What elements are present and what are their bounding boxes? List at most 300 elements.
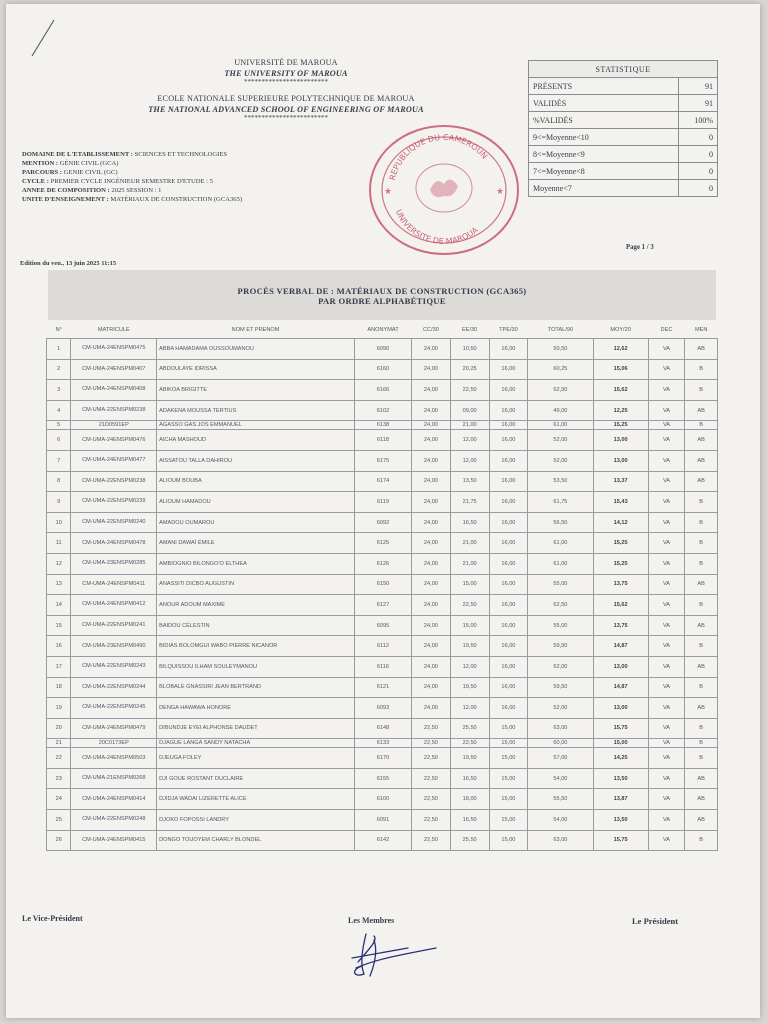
col-header-cc: CC/30 (422, 327, 439, 333)
cell-moy: 15,25 (593, 533, 648, 554)
cell-moy: 14,87 (593, 677, 648, 698)
cell-cc: 22,50 (412, 748, 451, 769)
col-header-no: N° (55, 327, 62, 333)
cell-name: DJAGUE LANGA SANDY NATACHA (157, 739, 355, 748)
cell-moy: 13,00 (593, 450, 648, 471)
cell-matricule: CM-UMA-22ENSPM0245 (71, 698, 157, 719)
cell-moy: 15,25 (593, 421, 648, 430)
cell-ee: 12,00 (450, 450, 489, 471)
table-header-row (47, 322, 718, 339)
cell-total: 52,00 (528, 430, 593, 451)
cell-cc: 24,00 (412, 492, 451, 513)
cell-moy: 13,00 (593, 698, 648, 719)
edition-date: Edition du ven., 13 juin 2025 11:15 (20, 260, 117, 267)
cell-matricule: CM-UMA-24ENSPM0478 (71, 533, 157, 554)
cell-dec: VA (648, 574, 685, 595)
cell-cc: 22,50 (412, 789, 451, 810)
cell-moy: 13,75 (593, 615, 648, 636)
col-header-dec: DEC (660, 327, 673, 333)
cell-moy: 15,25 (593, 553, 648, 574)
cell-tpe: 15,00 (489, 718, 528, 739)
official-stamp (364, 120, 524, 260)
statistics-title: STATISTIQUE (529, 61, 718, 78)
cell-total: 54,00 (528, 768, 593, 789)
cell-anonymat: 6174 (354, 471, 411, 492)
cell-dec: VA (648, 636, 685, 657)
cell-tpe: 15,00 (489, 748, 528, 769)
cell-matricule: CM-UMA-22ENSPM0248 (71, 810, 157, 831)
cell-no: 15 (47, 615, 71, 636)
document-sheet (6, 4, 760, 1018)
cell-no: 7 (47, 450, 71, 471)
cell-no: 13 (47, 574, 71, 595)
cell-ee: 16,50 (450, 512, 489, 533)
cell-men: AB (685, 450, 718, 471)
university-name-fr: UNIVERSITÉ DE MAROUA (234, 58, 338, 67)
table-row (47, 789, 718, 810)
table-row (47, 615, 718, 636)
cell-no: 3 (47, 380, 71, 401)
grades-table (46, 322, 718, 851)
cell-men: AB (685, 656, 718, 677)
cell-tpe: 16,00 (489, 339, 528, 360)
cell-anonymat: 6119 (354, 492, 411, 513)
stat-row: VALIDÉS 91 (529, 95, 718, 112)
cell-dec: VA (648, 359, 685, 380)
cell-anonymat: 6148 (354, 718, 411, 739)
cell-men: B (685, 492, 718, 513)
cell-no: 25 (47, 810, 71, 831)
cell-men: B (685, 512, 718, 533)
cell-dec: VA (648, 595, 685, 616)
course-info (22, 150, 382, 204)
president-label: Le Président (632, 916, 679, 926)
col-header-anonymat: ANONYMAT (367, 327, 399, 333)
cell-tpe: 16,00 (489, 430, 528, 451)
cell-anonymat: 6166 (354, 380, 411, 401)
cell-matricule: CM-UMA-24ENSPM0407 (71, 359, 157, 380)
cell-anonymat: 6118 (354, 430, 411, 451)
cell-men: B (685, 739, 718, 748)
cell-men: AB (685, 339, 718, 360)
cell-total: 52,00 (528, 656, 593, 677)
cell-matricule: CM-UMA-24ENSPM0415 (71, 830, 157, 851)
report-title: PROCÈS VERBAL DE : MATÉRIAUX DE CONSTRUCTION (GCA365) (237, 286, 527, 296)
cell-tpe: 16,00 (489, 380, 528, 401)
cell-matricule: CM-UMA-24ENSPM0479 (71, 718, 157, 739)
cell-no: 12 (47, 553, 71, 574)
cell-moy: 15,62 (593, 380, 648, 401)
cell-total: 50,50 (528, 339, 593, 360)
cell-no: 24 (47, 789, 71, 810)
table-row (47, 595, 718, 616)
cell-total: 63,00 (528, 830, 593, 851)
cell-cc: 24,00 (412, 339, 451, 360)
cell-moy: 13,00 (593, 430, 648, 451)
cell-cc: 24,00 (412, 574, 451, 595)
cell-total: 56,50 (528, 512, 593, 533)
cell-tpe: 16,00 (489, 471, 528, 492)
cell-anonymat: 6142 (354, 830, 411, 851)
cell-anonymat: 6126 (354, 553, 411, 574)
cell-cc: 24,00 (412, 553, 451, 574)
grades-body (47, 339, 718, 851)
cell-moy: 14,12 (593, 512, 648, 533)
cell-cc: 24,00 (412, 512, 451, 533)
table-row (47, 748, 718, 769)
cell-dec: VA (648, 718, 685, 739)
cell-ee: 21,00 (450, 533, 489, 554)
cell-ee: 16,50 (450, 768, 489, 789)
handwritten-signature (344, 930, 444, 982)
table-row (47, 400, 718, 421)
cell-men: AB (685, 789, 718, 810)
cell-cc: 24,00 (412, 533, 451, 554)
cell-anonymat: 6127 (354, 595, 411, 616)
cell-no: 22 (47, 748, 71, 769)
cell-total: 52,00 (528, 698, 593, 719)
cell-cc: 22,50 (412, 830, 451, 851)
table-row (47, 512, 718, 533)
table-row (47, 810, 718, 831)
cell-total: 49,00 (528, 400, 593, 421)
stat-row: %VALIDÉS 100% (529, 112, 718, 129)
info-line: MENTION : GÉNIE CIVIL (GCA) (22, 160, 119, 167)
cell-dec: VA (648, 533, 685, 554)
cell-matricule: CM-UMA-24ENSPM0414 (71, 789, 157, 810)
cell-name: BIDIAS BOLOMGUI WABO PIERRE NICANOR (157, 636, 355, 657)
cell-ee: 22,50 (450, 739, 489, 748)
table-row (47, 359, 718, 380)
cell-tpe: 15,00 (489, 789, 528, 810)
cell-moy: 13,37 (593, 471, 648, 492)
cell-dec: VA (648, 553, 685, 574)
table-row (47, 450, 718, 471)
cell-name: ANOUR ADOUM MAXIME (157, 595, 355, 616)
col-header-moy: MOY/20 (610, 327, 631, 333)
cell-no: 17 (47, 656, 71, 677)
cell-moy: 13,87 (593, 789, 648, 810)
cell-anonymat: 6155 (354, 768, 411, 789)
cell-moy: 15,06 (593, 359, 648, 380)
cell-cc: 24,00 (412, 698, 451, 719)
cell-dec: VA (648, 748, 685, 769)
stat-row: 7<=Moyenne<8 0 (529, 163, 718, 180)
cell-no: 11 (47, 533, 71, 554)
cell-men: AB (685, 810, 718, 831)
members-label: Les Membres (348, 916, 395, 925)
cell-total: 55,00 (528, 615, 593, 636)
cell-men: B (685, 718, 718, 739)
table-row (47, 533, 718, 554)
cell-name: ABIKOA BRIGITTE (157, 380, 355, 401)
cell-anonymat: 6133 (354, 739, 411, 748)
stat-row: 9<=Moyenne<10 0 (529, 129, 718, 146)
cell-matricule: 21D0591EP (71, 421, 157, 430)
statistics-table (528, 60, 718, 197)
cell-moy: 15,75 (593, 718, 648, 739)
cell-cc: 24,00 (412, 359, 451, 380)
cell-name: DJOKO FOPOSSI LANDRY (157, 810, 355, 831)
cell-moy: 13,00 (593, 656, 648, 677)
svg-text:★: ★ (496, 186, 505, 196)
cell-moy: 14,25 (593, 748, 648, 769)
cell-anonymat: 6090 (354, 339, 411, 360)
info-line: CYCLE : PREMIER CYCLE INGÉNIEUR SEMESTRE D'ETUDE : 5 (22, 178, 213, 185)
cell-ee: 22,50 (450, 595, 489, 616)
cell-no: 20 (47, 718, 71, 739)
stat-row: 8<=Moyenne<9 0 (529, 146, 718, 163)
cell-anonymat: 6092 (354, 512, 411, 533)
cell-name: ABBA HAMADAMA OUSSOUMANOU (157, 339, 355, 360)
cell-ee: 12,00 (450, 698, 489, 719)
table-row (47, 739, 718, 748)
table-row (47, 656, 718, 677)
cell-no: 10 (47, 512, 71, 533)
svg-text:UNIVERSITE DE MAROUA: UNIVERSITE DE MAROUA (393, 208, 480, 247)
col-header-name: NOM ET PRENOM (231, 327, 280, 333)
cell-tpe: 16,00 (489, 615, 528, 636)
cell-dec: VA (648, 492, 685, 513)
cell-no: 4 (47, 400, 71, 421)
cell-tpe: 16,00 (489, 400, 528, 421)
cell-men: B (685, 553, 718, 574)
table-row (47, 768, 718, 789)
cell-cc: 22,50 (412, 718, 451, 739)
cell-name: BLOBALE GNASSIRI JEAN BERTRAND (157, 677, 355, 698)
cell-anonymat: 6112 (354, 636, 411, 657)
school-name-fr: ECOLE NATIONALE SUPERIEURE POLYTECHNIQUE DE MAROUA (157, 94, 415, 103)
col-header-tpe: TPE/30 (499, 327, 518, 333)
col-header-matricule: MATRICULE (97, 327, 130, 333)
cell-anonymat: 6175 (354, 450, 411, 471)
cell-no: 2 (47, 359, 71, 380)
col-header-men: MEN (694, 327, 708, 333)
cell-tpe: 15,00 (489, 830, 528, 851)
cell-men: B (685, 359, 718, 380)
cell-anonymat: 6125 (354, 533, 411, 554)
cell-moy: 14,87 (593, 636, 648, 657)
cell-anonymat: 6102 (354, 400, 411, 421)
school-name-en: THE NATIONAL ADVANCED SCHOOL OF ENGINEERING OF MAROUA (148, 104, 424, 114)
cell-tpe: 16,00 (489, 450, 528, 471)
cell-ee: 12,00 (450, 430, 489, 451)
cell-tpe: 16,00 (489, 533, 528, 554)
cell-cc: 24,00 (412, 380, 451, 401)
cell-total: 53,50 (528, 471, 593, 492)
cell-cc: 24,00 (412, 471, 451, 492)
cell-men: B (685, 595, 718, 616)
cell-tpe: 16,00 (489, 359, 528, 380)
cell-matricule: CM-UMA-24ENSPM0411 (71, 574, 157, 595)
cell-name: DJIDJA WADAI LIZERETTE ALICE (157, 789, 355, 810)
cell-name: AMADOU OUMAROU (157, 512, 355, 533)
cell-no: 8 (47, 471, 71, 492)
table-row (47, 830, 718, 851)
cell-moy: 15,43 (593, 492, 648, 513)
cell-cc: 24,00 (412, 421, 451, 430)
cell-dec: VA (648, 768, 685, 789)
cell-total: 61,00 (528, 553, 593, 574)
cell-name: AICHA MASHOUD (157, 430, 355, 451)
cell-matricule: CM-UMA-23ENSPM0490 (71, 636, 157, 657)
cell-no: 16 (47, 636, 71, 657)
cell-men: B (685, 636, 718, 657)
cell-tpe: 16,00 (489, 492, 528, 513)
cell-men: B (685, 421, 718, 430)
cell-name: DIBUNDJE EYEI ALPHONSE DAUDET (157, 718, 355, 739)
cell-total: 59,50 (528, 636, 593, 657)
cell-anonymat: 6116 (354, 656, 411, 677)
cell-tpe: 15,00 (489, 739, 528, 748)
cell-men: AB (685, 698, 718, 719)
cell-ee: 22,50 (450, 380, 489, 401)
col-header-total: TOTAL/90 (547, 327, 574, 333)
cell-dec: VA (648, 380, 685, 401)
cell-name: ALIOUM HAMADOU (157, 492, 355, 513)
cell-tpe: 16,00 (489, 574, 528, 595)
university-name-en: THE UNIVERSITY OF MAROUA (224, 68, 348, 78)
cell-matricule: CM-UMA-24ENSPM0503 (71, 748, 157, 769)
cell-total: 59,50 (528, 677, 593, 698)
cell-cc: 24,00 (412, 430, 451, 451)
svg-text:REPUBLIQUE DU CAMEROUN: REPUBLIQUE DU CAMEROUN (388, 132, 490, 182)
cell-ee: 16,50 (450, 810, 489, 831)
cell-men: AB (685, 574, 718, 595)
cell-name: DONGO TOUOYEM CHARLY BLONDEL (157, 830, 355, 851)
cell-dec: VA (648, 615, 685, 636)
cell-moy: 15,00 (593, 739, 648, 748)
cell-anonymat: 6150 (354, 574, 411, 595)
cell-dec: VA (648, 656, 685, 677)
cell-ee: 25,50 (450, 718, 489, 739)
cell-moy: 13,50 (593, 810, 648, 831)
cell-ee: 18,00 (450, 789, 489, 810)
cell-name: ABDOULAYE IDRISSA (157, 359, 355, 380)
cell-total: 61,75 (528, 492, 593, 513)
cell-moy: 15,62 (593, 595, 648, 616)
cell-tpe: 16,00 (489, 677, 528, 698)
header-separator: ************************ (244, 78, 328, 86)
svg-text:★: ★ (384, 186, 393, 196)
cell-dec: VA (648, 512, 685, 533)
cell-cc: 22,50 (412, 768, 451, 789)
cell-no: 6 (47, 430, 71, 451)
table-row (47, 553, 718, 574)
cell-dec: VA (648, 698, 685, 719)
cell-anonymat: 6121 (354, 677, 411, 698)
stat-row: PRÉSENTS 91 (529, 78, 718, 95)
cell-men: AB (685, 768, 718, 789)
cell-cc: 24,00 (412, 450, 451, 471)
cell-ee: 12,00 (450, 656, 489, 677)
info-line: ANNEE DE COMPOSITION : 2025 SESSION : 1 (22, 187, 162, 194)
cell-men: AB (685, 471, 718, 492)
cell-dec: VA (648, 450, 685, 471)
table-row (47, 718, 718, 739)
cell-ee: 21,00 (450, 553, 489, 574)
cell-anonymat: 6091 (354, 810, 411, 831)
cell-ee: 09,00 (450, 400, 489, 421)
cell-dec: VA (648, 400, 685, 421)
cell-total: 61,00 (528, 421, 593, 430)
cell-matricule: CM-UMA-23ENSPM0285 (71, 553, 157, 574)
info-line: UNITE D'ENSEIGNEMENT : MATÉRIAUX DE CONSTRUCTION (GCA365) (22, 196, 243, 203)
cell-matricule: CM-UMA-24ENSPM0412 (71, 595, 157, 616)
cell-name: ADAKENA MOUSSA TERTIUS (157, 400, 355, 421)
cell-ee: 13,50 (450, 471, 489, 492)
cell-tpe: 15,00 (489, 810, 528, 831)
cell-moy: 12,25 (593, 400, 648, 421)
col-header-ee: EE/30 (462, 327, 478, 333)
cell-matricule: CM-UMA-24ENSPM0476 (71, 430, 157, 451)
cell-moy: 13,50 (593, 768, 648, 789)
stat-row: Moyenne<7 0 (529, 180, 718, 197)
cell-ee: 20,25 (450, 359, 489, 380)
cell-dec: VA (648, 677, 685, 698)
cell-cc: 24,00 (412, 636, 451, 657)
cell-ee: 10,50 (450, 339, 489, 360)
cell-men: B (685, 830, 718, 851)
cell-total: 62,50 (528, 380, 593, 401)
cell-ee: 19,50 (450, 748, 489, 769)
cell-ee: 19,50 (450, 677, 489, 698)
cell-dec: VA (648, 339, 685, 360)
cell-total: 61,00 (528, 533, 593, 554)
table-row (47, 636, 718, 657)
cell-cc: 24,00 (412, 595, 451, 616)
cell-dec: VA (648, 421, 685, 430)
cell-matricule: CM-UMA-24ENSPM0408 (71, 380, 157, 401)
cell-total: 52,00 (528, 450, 593, 471)
cell-ee: 15,00 (450, 615, 489, 636)
table-row (47, 430, 718, 451)
cell-no: 26 (47, 830, 71, 851)
cell-total: 63,00 (528, 718, 593, 739)
cell-no: 14 (47, 595, 71, 616)
cell-tpe: 16,00 (489, 553, 528, 574)
cell-name: BAIDOU CÉLESTIN (157, 615, 355, 636)
cell-tpe: 15,00 (489, 768, 528, 789)
cell-name: DENGA HAWAWA HONORE (157, 698, 355, 719)
cell-total: 55,00 (528, 574, 593, 595)
cell-matricule: CM-UMA-22ENSPM0238 (71, 471, 157, 492)
cell-matricule: CM-UMA-21ENSPM0268 (71, 768, 157, 789)
cell-name: BILQUISSOU ILHAM SOULEYMANOU (157, 656, 355, 677)
table-row (47, 421, 718, 430)
cell-matricule: CM-UMA-24ENSPM0477 (71, 450, 157, 471)
cell-anonymat: 6160 (354, 359, 411, 380)
cell-no: 19 (47, 698, 71, 719)
cell-men: AB (685, 400, 718, 421)
cell-men: B (685, 380, 718, 401)
cell-total: 57,00 (528, 748, 593, 769)
cell-no: 23 (47, 768, 71, 789)
cell-total: 60,25 (528, 359, 593, 380)
cell-matricule: CM-UMA-22ENSPM0243 (71, 656, 157, 677)
cell-ee: 21,75 (450, 492, 489, 513)
cell-tpe: 16,00 (489, 636, 528, 657)
cell-matricule: CM-UMA-22ENSPM0244 (71, 677, 157, 698)
cell-name: ALIOUM BOUBA (157, 471, 355, 492)
cell-anonymat: 6093 (354, 698, 411, 719)
table-row (47, 574, 718, 595)
cell-anonymat: 6138 (354, 421, 411, 430)
cell-dec: VA (648, 789, 685, 810)
cell-anonymat: 6095 (354, 615, 411, 636)
cell-ee: 21,00 (450, 421, 489, 430)
cell-cc: 24,00 (412, 656, 451, 677)
